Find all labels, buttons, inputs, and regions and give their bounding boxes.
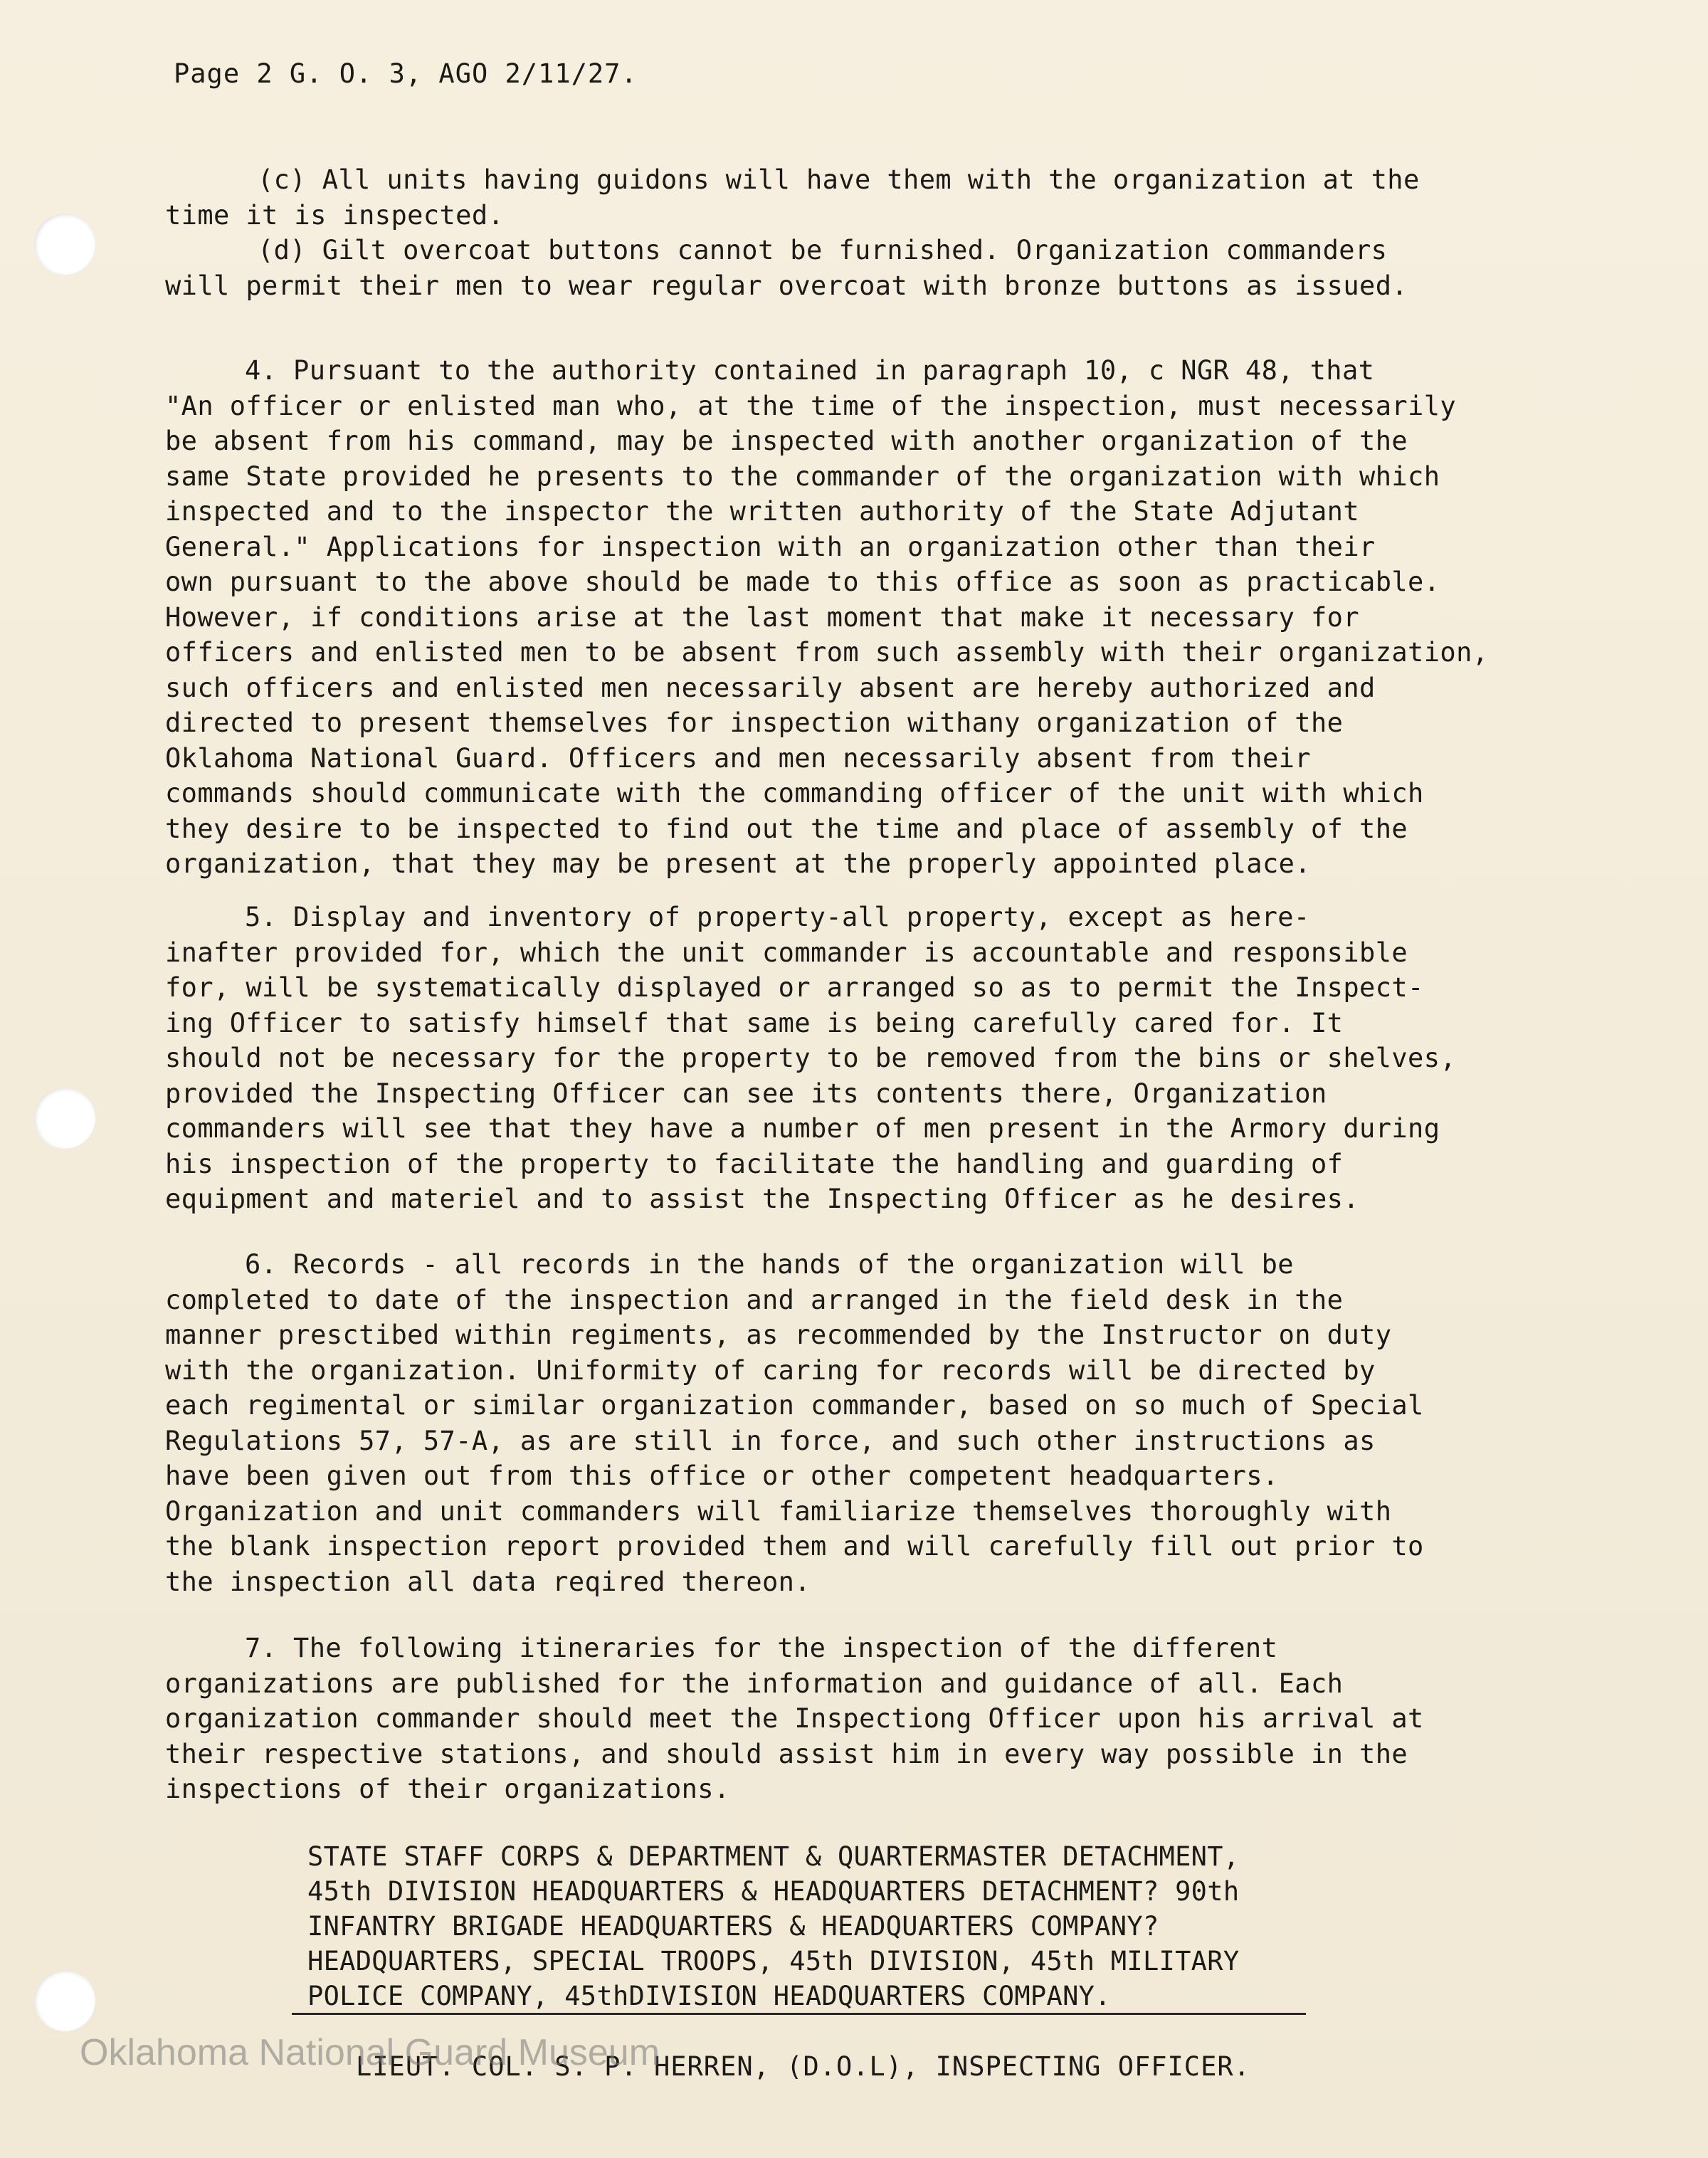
itinerary-line: HEADQUARTERS, SPECIAL TROOPS, 45th DIVISION, 45th MILITARY (307, 1946, 1240, 1977)
text-line: 4. Pursuant to the authority contained in paragraph 10, c NGR 48, that (245, 355, 1375, 386)
text-line: with the organization. Uniformity of caring for records will be directed by (165, 1354, 1376, 1386)
text-line: equipment and materiel and to assist the Inspecting Officer as he desires. (165, 1184, 1360, 1214)
text-line: provided the Inspecting Officer can see its contents there, Organization (165, 1078, 1327, 1109)
punch-hole (34, 1970, 95, 2031)
subparagraph-c (165, 162, 1588, 233)
text-line: organization commander should meet the Inspectiong Officer upon his arrival at (165, 1703, 1424, 1734)
text-line: Oklahoma National Guard. Officers and men necessarily absent from their (165, 742, 1311, 774)
text-line: be absent from his command, may be inspected with another organization of the (165, 426, 1408, 456)
text-line: same State provided he presents to the commander of the organization with which (165, 460, 1440, 492)
text-line: General." Applications for inspection with an organization other than their (165, 531, 1376, 562)
text-line: officers and enlisted men to be absent from such assembly with their organization, (165, 637, 1489, 668)
text-line: for, will be systematically displayed or arranged so as to permit the Inspect- (165, 972, 1424, 1003)
text-line: completed to date of the inspection and arranged in the field desk in the (165, 1284, 1344, 1315)
text-line: (d) Gilt overcoat buttons cannot be furnished. Organization commanders (258, 235, 1388, 265)
text-line: 5. Display and inventory of property-all property, except as here- (245, 902, 1310, 932)
text-line: "An officer or enlisted man who, at the time of the inspection, must necessarily (165, 390, 1457, 421)
text-line: (c) All units having guidons will have them with the organization at the (258, 164, 1420, 195)
text-line: organization, that they may be present at the properly appointed place. (165, 848, 1311, 879)
punch-hole (34, 214, 95, 275)
punch-hole (34, 1088, 95, 1149)
text-line: the inspection all data reqired thereon. (165, 1566, 811, 1597)
text-line: will permit their men to wear regular overcoat with bronze buttons as issued. (165, 270, 1408, 301)
text-line: However, if conditions arise at the last moment that make it necessary for (165, 601, 1360, 633)
paragraph-6 (165, 1247, 1588, 1599)
divider-rule (292, 2013, 1306, 2015)
paragraph-7 (165, 1631, 1588, 1807)
text-line: ing Officer to satisfy himself that same is being carefully cared for. It (165, 1007, 1344, 1038)
text-line: they desire to be inspected to find out the time and place of assembly of the (165, 813, 1408, 844)
text-line: have been given out from this office or other competent headquarters. (165, 1460, 1279, 1491)
text-line: own pursuant to the above should be made to this office as soon as practicable. (165, 567, 1440, 597)
text-line: inspected and to the inspector the written authority of the State Adjutant (165, 496, 1360, 527)
text-line: his inspection of the property to facilitate the handling and guarding of (165, 1148, 1344, 1179)
text-line: manner presctibed within regiments, as recommended by the Instructor on duty (165, 1320, 1392, 1350)
museum-watermark: Oklahoma National Guard Museum (80, 2032, 660, 2073)
text-line: should not be necessary for the property to be removed from the bins or shelves, (165, 1043, 1457, 1073)
text-line: Regulations 57, 57-A, as are still in force, and such other instructions as (165, 1425, 1376, 1456)
text-line: inspections of their organizations. (165, 1774, 730, 1804)
itinerary-block (307, 1839, 1239, 2014)
subparagraph-d (165, 233, 1588, 303)
text-line: Organization and unit commanders will familiarize themselves thoroughly with (165, 1495, 1392, 1527)
paragraph-4 (165, 353, 1588, 882)
text-line: time it is inspected. (165, 199, 505, 231)
itinerary-line: 45th DIVISION HEADQUARTERS & HEADQUARTERS DETACHMENT? 90th (307, 1876, 1240, 1907)
itinerary-line: POLICE COMPANY, 45thDIVISION HEADQUARTERS COMPANY. (307, 1981, 1111, 2011)
inspecting-officer-line: LIEUT. COL. S. P. HERREN, (D.O.L), INSPECTING OFFICER. (356, 2051, 1250, 2082)
text-line: directed to present themselves for inspection withany organization of the (165, 707, 1344, 738)
text-line: organizations are published for the information and guidance of all. Each (165, 1668, 1344, 1699)
text-line: commanders will see that they have a number of men present in the Armory during (165, 1113, 1440, 1144)
text-line: commands should communicate with the commanding officer of the unit with which (165, 778, 1424, 809)
text-line: their respective stations, and should assist him in every way possible in the (165, 1738, 1408, 1769)
text-line: inafter provided for, which the unit commander is accountable and responsible (165, 937, 1408, 968)
text-line: each regimental or similar organization commander, based on so much of Special (165, 1390, 1424, 1421)
text-line: such officers and enlisted men necessarily absent are hereby authorized and (165, 672, 1376, 703)
text-line: the blank inspection report provided them and will carefully fill out prior to (165, 1531, 1424, 1562)
text-line: 7. The following itineraries for the inspection of the different (245, 1633, 1278, 1663)
paragraph-5 (165, 900, 1588, 1217)
page-header: Page 2 G. O. 3, AGO 2/11/27. (174, 58, 638, 89)
text-line: 6. Records - all records in the hands of the organization will be (245, 1249, 1294, 1280)
itinerary-line: INFANTRY BRIGADE HEADQUARTERS & HEADQUARTERS COMPANY? (307, 1911, 1159, 1942)
itinerary-line: STATE STAFF CORPS & DEPARTMENT & QUARTERMASTER DETACHMENT, (307, 1841, 1240, 1872)
